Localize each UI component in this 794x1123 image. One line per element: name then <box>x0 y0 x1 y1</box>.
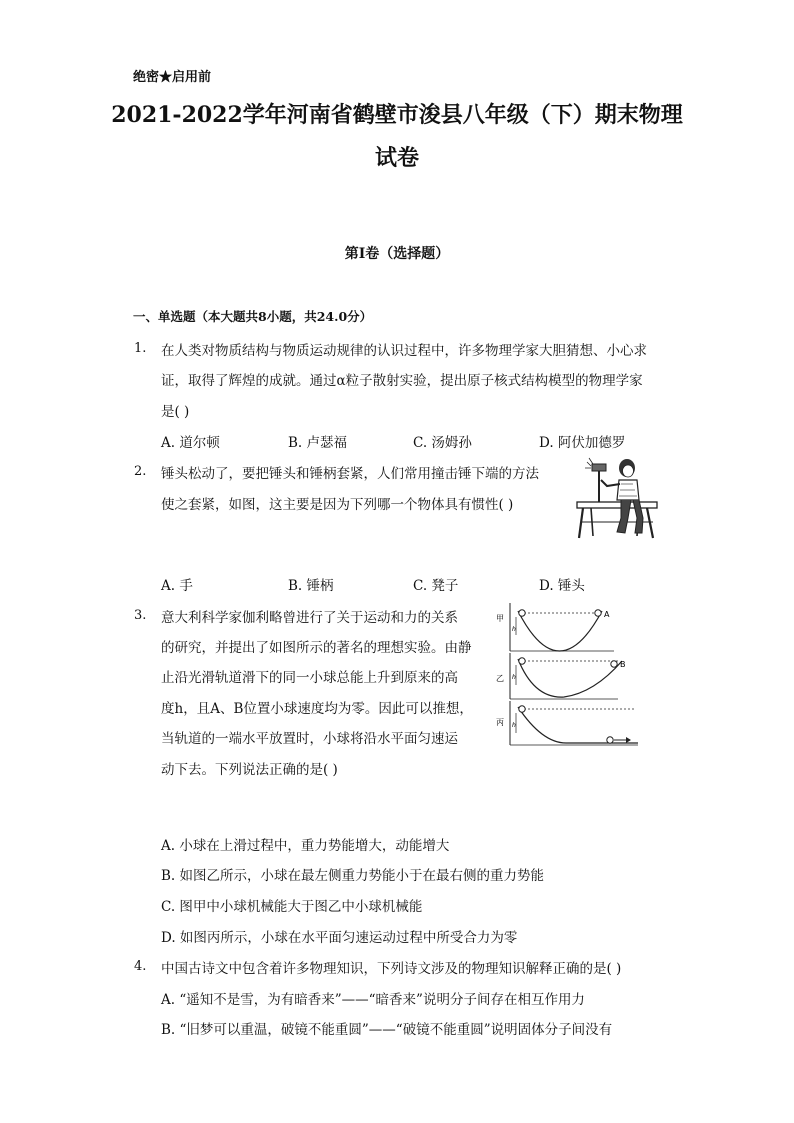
confidential-mark: 绝密★启用前 <box>133 70 212 85</box>
question-text-line: 当轨道的一端水平放置时，小球将沿水平面匀速运 <box>161 731 458 747</box>
svg-text:甲: 甲 <box>496 614 504 623</box>
option-b[interactable]: B. “旧梦可以重温，破镜不能重圆”——“破镜不能重圆”说明固体分子间没有 <box>161 1022 613 1038</box>
option-d[interactable]: D. 锤头 <box>539 578 585 594</box>
option-a[interactable]: A. 道尔顿 <box>161 435 220 451</box>
option-d[interactable]: D. 阿伏加德罗 <box>539 435 626 451</box>
question-text-line: 中国古诗文中包含着许多物理知识，下列诗文涉及的物理知识解释正确的是( ) <box>161 961 622 977</box>
hammer-bench-illustration <box>575 456 659 542</box>
part-title: 第I卷（选择题） <box>344 246 450 262</box>
option-a[interactable]: A. “遥知不是雪，为有暗香来”——“暗香来”说明分子间存在相互作用力 <box>161 992 585 1008</box>
option-c[interactable]: C. 汤姆孙 <box>413 435 472 451</box>
option-d[interactable]: D. 如图丙所示，小球在水平面匀速运动过程中所受合力为零 <box>161 930 518 946</box>
svg-text:h: h <box>512 674 516 681</box>
exam-title-line2: 试卷 <box>374 145 419 171</box>
panel-bing <box>496 701 638 745</box>
question-text-line: 的研究，并提出了如图所示的著名的理想实验。由静 <box>161 640 472 656</box>
question-text-line: 止沿光滑轨道滑下的同一小球总能上升到原来的高 <box>161 670 458 686</box>
option-b[interactable]: B. 如图乙所示，小球在最左侧重力势能小于在最右侧的重力势能 <box>161 868 545 884</box>
question-number: 1. <box>134 341 147 356</box>
option-b[interactable]: B. 锤柄 <box>288 578 334 594</box>
question-number: 4. <box>134 959 147 974</box>
section-title: 一、单选题（本大题共8小题，共24.0分） <box>133 309 373 324</box>
svg-text:A: A <box>604 610 610 619</box>
option-a[interactable]: A. 手 <box>161 578 193 594</box>
question-text-line: 证，取得了辉煌的成就。通过α粒子散射实验，提出原子核式结构模型的物理学家 <box>161 373 643 389</box>
exam-title-line1: 2021-2022学年河南省鹤壁市浚县八年级（下）期末物理 <box>111 102 683 128</box>
question-number: 2. <box>134 464 147 479</box>
question-text-line: 使之套紧，如图，这主要是因为下列哪一个物体具有惯性( ) <box>161 497 514 513</box>
question-text-line: 度h，且A、B位置小球速度均为零。因此可以推想， <box>161 701 473 717</box>
svg-text:B: B <box>620 660 626 669</box>
question-text-line: 动下去。下列说法正确的是( ) <box>161 762 338 778</box>
panel-jia <box>496 603 614 651</box>
question-text-line: 在人类对物质结构与物质运动规律的认识过程中，许多物理学家大胆猜想、小心求 <box>161 343 647 359</box>
svg-text:乙: 乙 <box>496 674 504 683</box>
option-c[interactable]: C. 图甲中小球机械能大于图乙中小球机械能 <box>161 899 423 915</box>
svg-text:丙: 丙 <box>496 718 504 727</box>
galileo-ramp-diagram <box>494 601 640 747</box>
question-number: 3. <box>134 608 147 623</box>
svg-text:h: h <box>512 626 516 633</box>
question-text-line: 锤头松动了，要把锤头和锤柄套紧，人们常用撞击锤下端的方法 <box>161 466 539 482</box>
option-b[interactable]: B. 卢瑟福 <box>288 435 348 451</box>
option-a[interactable]: A. 小球在上滑过程中，重力势能增大，动能增大 <box>161 838 450 854</box>
panel-yi <box>496 653 626 699</box>
question-text-line: 是( ) <box>161 404 190 420</box>
svg-text:h: h <box>512 722 516 729</box>
option-c[interactable]: C. 凳子 <box>413 578 459 594</box>
question-text-line: 意大利科学家伽利略曾进行了关于运动和力的关系 <box>161 610 458 626</box>
